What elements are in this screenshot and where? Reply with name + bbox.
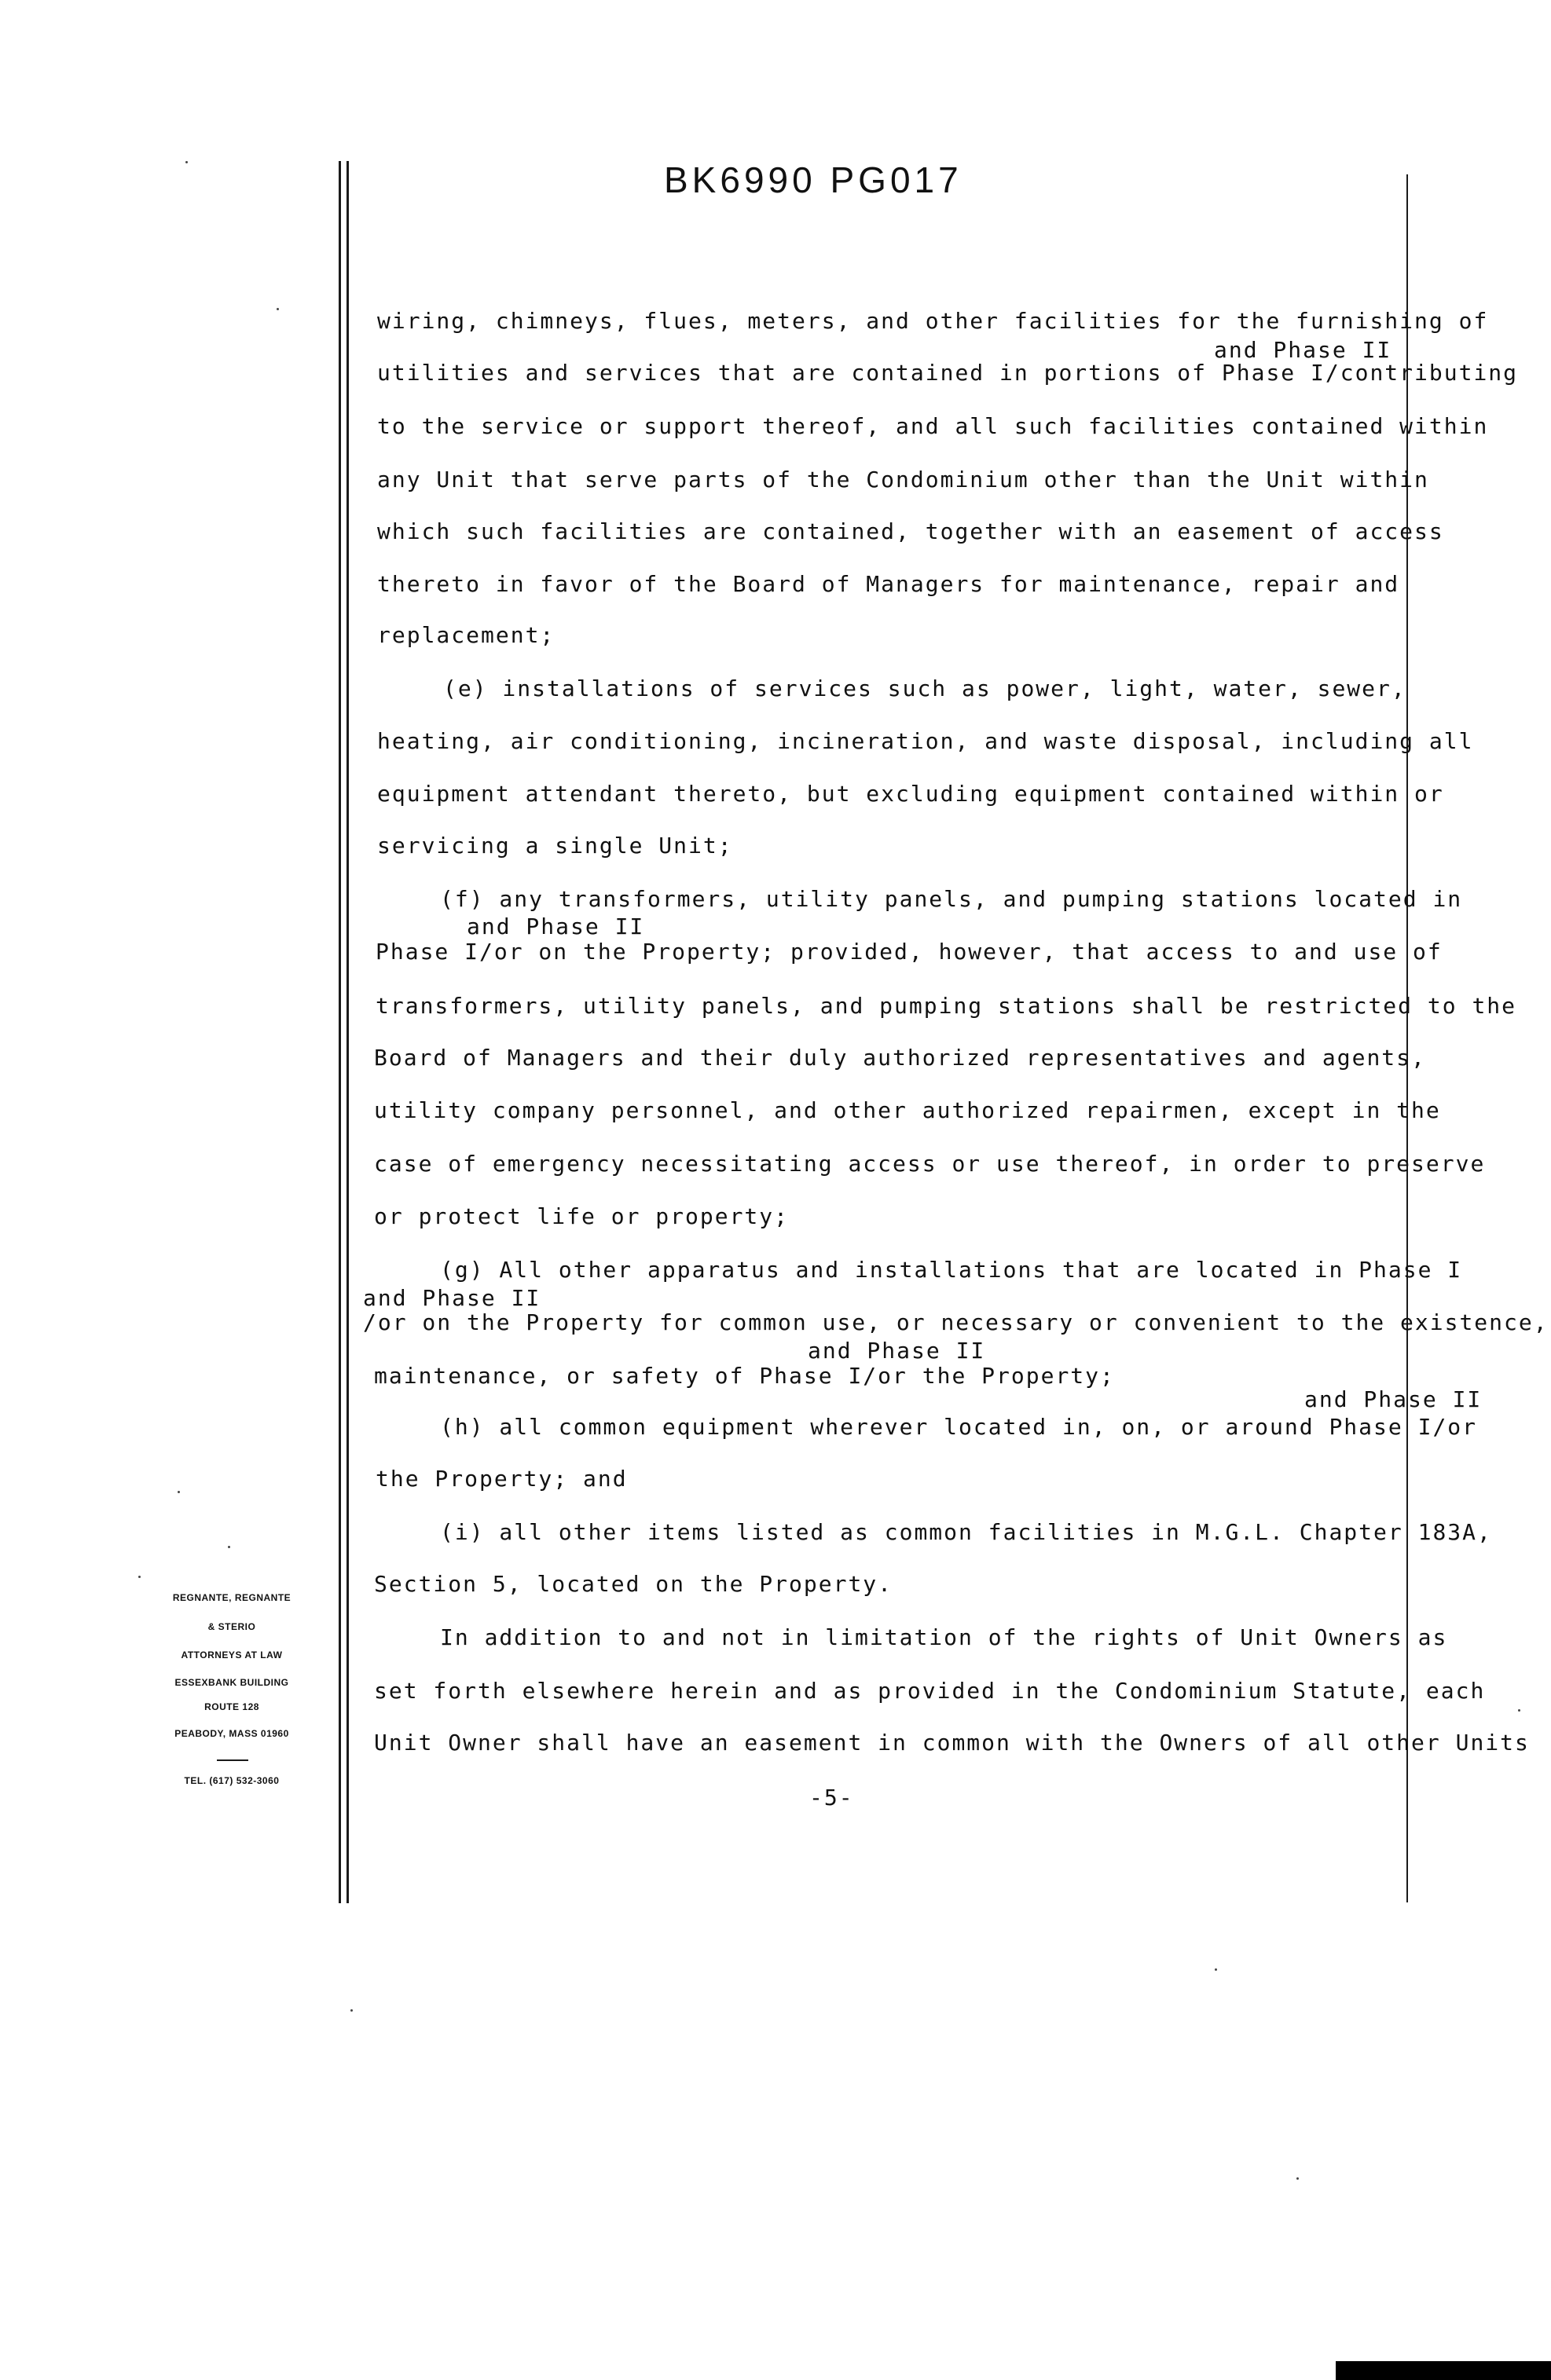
page-number: -5- [809,1785,854,1811]
item-g-line-3: maintenance, or safety of Phase I/or the Property; [374,1363,1115,1389]
item-h-line-1: (h) all common equipment wherever located in, on, or around Phase I/or [440,1414,1478,1440]
scan-speck [1296,2177,1299,2180]
item-e-line-3: equipment attendant thereto, but excluding equipment contained within or [377,781,1444,807]
item-f-line-4: Board of Managers and their duly authorized representatives and agents, [374,1045,1426,1071]
body-line-3: to the service or support thereof, and all such facilities contained within [377,413,1489,439]
insertion-and-phase-ii-2: and Phase II [467,914,645,939]
scan-speck [228,1546,230,1548]
body-line-1: wiring, chimneys, flues, meters, and other facilities for the furnishing of [377,308,1489,334]
scan-corner-mark [1336,2361,1551,2380]
firm-name: REGNANTE, REGNANTE [172,1592,292,1603]
scan-speck [185,161,188,163]
scan-speck [1215,1968,1217,1971]
item-f-line-6: case of emergency necessitating access or use thereof, in order to preserve [374,1151,1486,1177]
item-h-line-2: the Property; and [376,1466,628,1492]
item-f-line-2: Phase I/or on the Property; provided, however, that access to and use of [376,939,1443,965]
item-e-line-2: heating, air conditioning, incineration, and waste disposal, including all [377,728,1474,754]
insertion-and-phase-ii-4: and Phase II [808,1338,986,1364]
item-f-line-7: or protect life or property; [374,1203,790,1229]
left-margin-rule-outer [339,161,341,1903]
closing-para-line-2: set forth elsewhere herein and as provided in the Condominium Statute, each [374,1678,1486,1704]
item-f-line-1: (f) any transformers, utility panels, and pumping stations located in [440,886,1463,912]
item-f-line-5: utility company personnel, and other authorized repairmen, except in the [374,1097,1441,1123]
item-e-line-1: (e) installations of services such as power, light, water, sewer, [443,676,1406,701]
body-line-2: utilities and services that are contained in portions of Phase I/contributing [377,360,1519,386]
insertion-and-phase-ii-5: and Phase II [1304,1386,1483,1412]
firm-partner: & STERIO [207,1621,256,1632]
item-g-line-2: /or on the Property for common use, or necessary or convenient to the existence, [363,1309,1549,1335]
firm-tel: TEL. (617) 532-3060 [184,1775,280,1786]
left-margin-rule-inner [346,161,349,1903]
closing-para-line-1: In addition to and not in limitation of the rights of Unit Owners as [440,1624,1448,1650]
body-line-5: which such facilities are contained, together with an easement of access [377,518,1444,544]
book-page-header: BK6990 PG017 [664,159,962,200]
insertion-and-phase-ii-1: and Phase II [1214,337,1392,363]
scan-speck [138,1576,141,1578]
firm-route: ROUTE 128 [204,1701,259,1712]
insertion-and-phase-ii-3: and Phase II [363,1285,541,1311]
scan-speck [277,308,279,310]
item-i-line-1: (i) all other items listed as common facilities in M.G.L. Chapter 183A, [440,1519,1492,1545]
item-i-line-2: Section 5, located on the Property. [374,1571,893,1597]
body-line-7: replacement; [377,622,556,648]
scan-speck [178,1491,180,1493]
firm-building: ESSEXBANK BUILDING [174,1677,289,1688]
scan-speck [350,2009,353,2012]
body-line-6: thereto in favor of the Board of Managers for maintenance, repair and [377,571,1400,597]
item-f-line-3: transformers, utility panels, and pumping stations shall be restricted to the [376,993,1517,1019]
firm-divider [217,1759,248,1761]
closing-para-line-3: Unit Owner shall have an easement in common with the Owners of all other Units [374,1730,1530,1756]
body-line-4: any Unit that serve parts of the Condominium other than the Unit within [377,467,1429,492]
firm-city: PEABODY, MASS 01960 [174,1728,289,1739]
firm-title: ATTORNEYS AT LAW [181,1650,283,1661]
scan-speck [1518,1709,1520,1712]
item-g-line-1: (g) All other apparatus and installations that are located in Phase I [440,1257,1463,1283]
item-e-line-4: servicing a single Unit; [377,833,733,859]
